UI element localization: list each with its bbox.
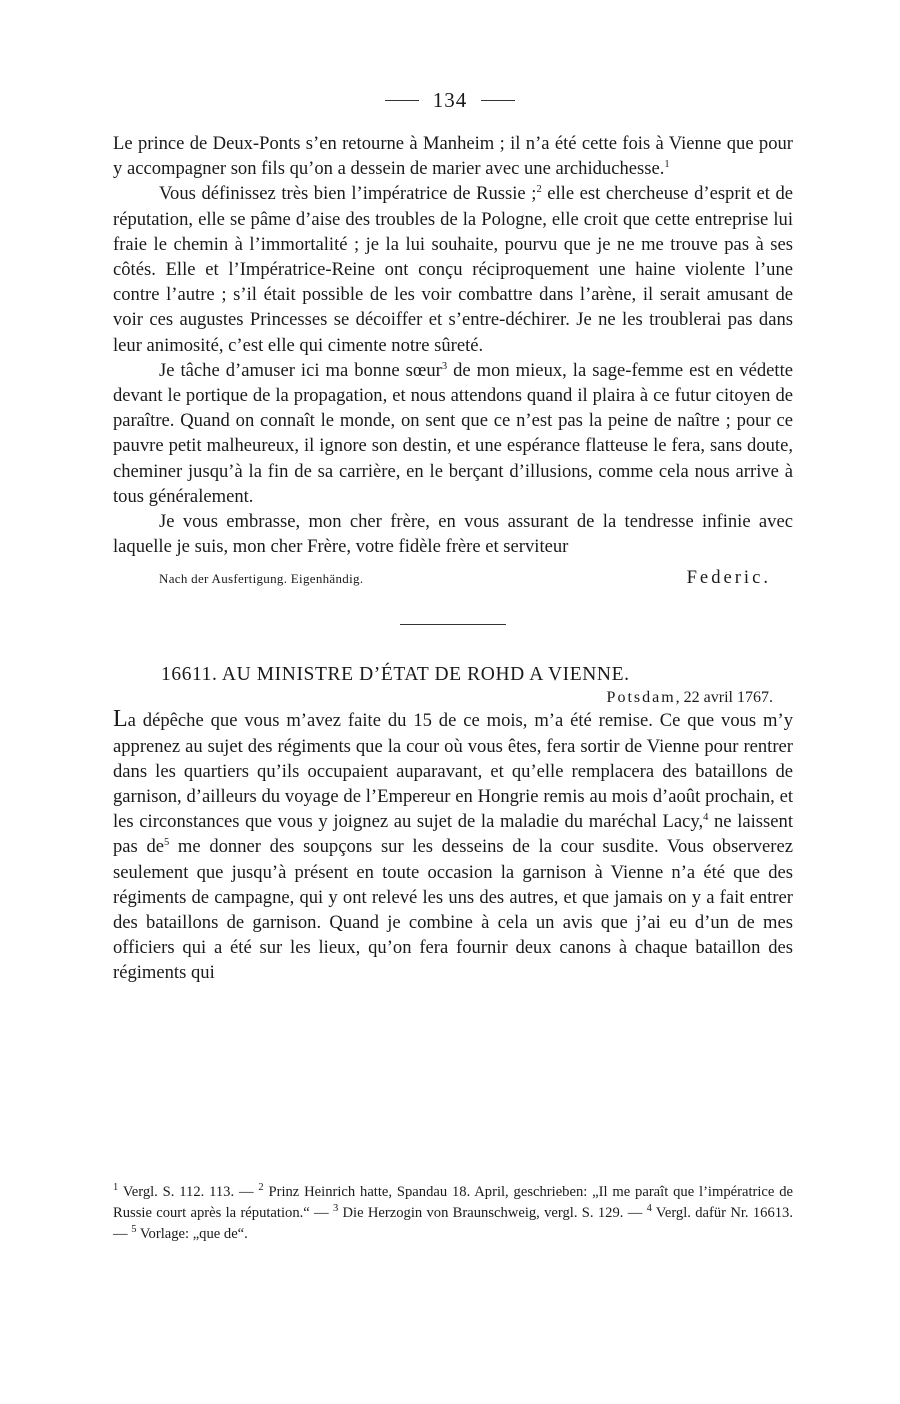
footnote-ref: 2 [258,1182,264,1194]
text-run: Vergl. S. 112. 113. — [118,1184,259,1200]
text-run: elle est chercheuse d’esprit et de réputation, elle se pâme d’aise des troubles de la Pologne, elle croit que cette entreprise lui fraie le chemin à l’immortalité ; je la lui souhaite, pourvu que je ne me trouve pas à ses côtés. Elle et l’Impératrice-Reine ont conçu réciproquement une haine violente l’une contre l’autre ; s’il était possible de les voir combattre dans l’arène, il serait amusant de voir ces augustes Princesses se décoiffer et s’entre-déchirer. Je ne les troublerai pas dans leur animosité, c’est elle qui cimente notre sûreté. [113,183,794,356]
paragraph [113,509,793,559]
text-run: Die Herzogin von Braunschweig, vergl. S. 129. — [338,1205,647,1221]
footnotes [113,1182,793,1245]
footnote-ref: 3 [332,1203,339,1215]
main-text [113,131,793,986]
footnote-ref: 1 [113,1182,119,1194]
letter-text [113,707,793,985]
text-run: de mon mieux, la sage-femme est en védette devant le portique de la propagation, et nous attendons quand il plaira à ce futur citoyen de paraître. Quand on connaît le monde, on sent que ce n’est pas la peine de naître ; pour ce pauvre petit malheureux, il ignore son destin, et une espérance flatteuse le fera, sans doute, cheminer jusqu’à la fin de sa carrière, en le berçant d’illusions, comme cela nous arrive à tous généralement. [113,359,793,507]
footnote-ref: 3 [441,360,448,372]
text-run: Prinz Heinrich hatte, Spandau 18. April, geschrieben: „Il me paraît que l’impératrice de Russie court après la réputation.“ — [113,1184,793,1221]
section-divider [400,624,506,625]
text-run: Vous définissez très bien l’impératrice de Russie ; [159,183,537,205]
text-run: Je tâche d’amuser ici ma bonne sœur [159,359,442,381]
text-run: a dépêche que vous m’avez faite du 15 de ce mois, m’a été remise. Ce que vous m’y apprenez au sujet des régiments que la cour où vous êtes, fera sortir de Vienne pour rentrer dans les quartiers qu’ils occupaient auparavant, et qu’elle remplacera des bataillons de garnison, d’ailleurs du voyage de l’Empereur en Hongrie remis au mois d’août prochain, et les circonstances que vous y joignez au sujet de la maladie du maréchal Lacy, [113,710,793,833]
text-run: me donner des soupçons sur les desseins de la cour susdite. Vous observerez seulement que jusqu’à présent en toute occasion la garnison à Vienne n’a été que des régiments de campagne, qui y ont relevé les uns des autres, et que jamais on y a fait entrer des bataillons de garnison. Quand je combine à cela un avis que j’ai eu d’un de mes officiers qui a été sur les lieux, qu’on fera fournir deux canons à chaque bataillon des régiments qui [113,836,794,984]
text-run: Vorlage: „que de“. [136,1226,248,1242]
paragraph [113,1182,793,1245]
dateline-date: , 22 avril 1767. [675,689,773,707]
footnote-ref: 4 [703,812,709,824]
paragraph [113,131,793,181]
text-run: Le prince de Deux-Ponts s’en retourne à Manheim ; il n’a été cette fois à Vienne que pour y accompagner son fils qu’on a dessein de marier avec une archiduchesse. [113,133,793,180]
header-dash-left [385,100,419,101]
paragraph [113,358,793,509]
paragraph [113,707,793,985]
letter-title: 16611. AU MINISTRE D’ÉTAT DE ROHD A VIENNE. [161,664,630,686]
footnote-ref: 1 [664,159,670,171]
initial-letter: L [113,706,128,733]
text-run: ne laissent pas de [113,811,793,858]
header-dash-right [481,100,515,101]
footnote-ref: 5 [164,837,170,849]
page-number: 134 [432,88,468,112]
text-run: Je vous embrasse, mon cher frère, en vous assurant de la tendresse infinie avec laquelle je suis, mon cher Frère, votre fidèle frère et serviteur [113,511,793,558]
source-note: Nach der Ausfertigung. Eigenhändig. [159,571,364,587]
signature: Federic. [686,567,771,589]
text-run: Vergl. dafür Nr. 16613. — [113,1205,793,1242]
paragraph [113,181,793,357]
footnote-ref: 2 [536,184,542,196]
dateline [113,689,773,707]
footnote-ref: 4 [646,1203,652,1215]
dateline-place: Potsdam [606,689,676,707]
previous-letter-text [113,131,793,559]
signature-row [113,567,793,589]
page-header [0,88,900,113]
footnote-ref: 5 [131,1224,137,1236]
